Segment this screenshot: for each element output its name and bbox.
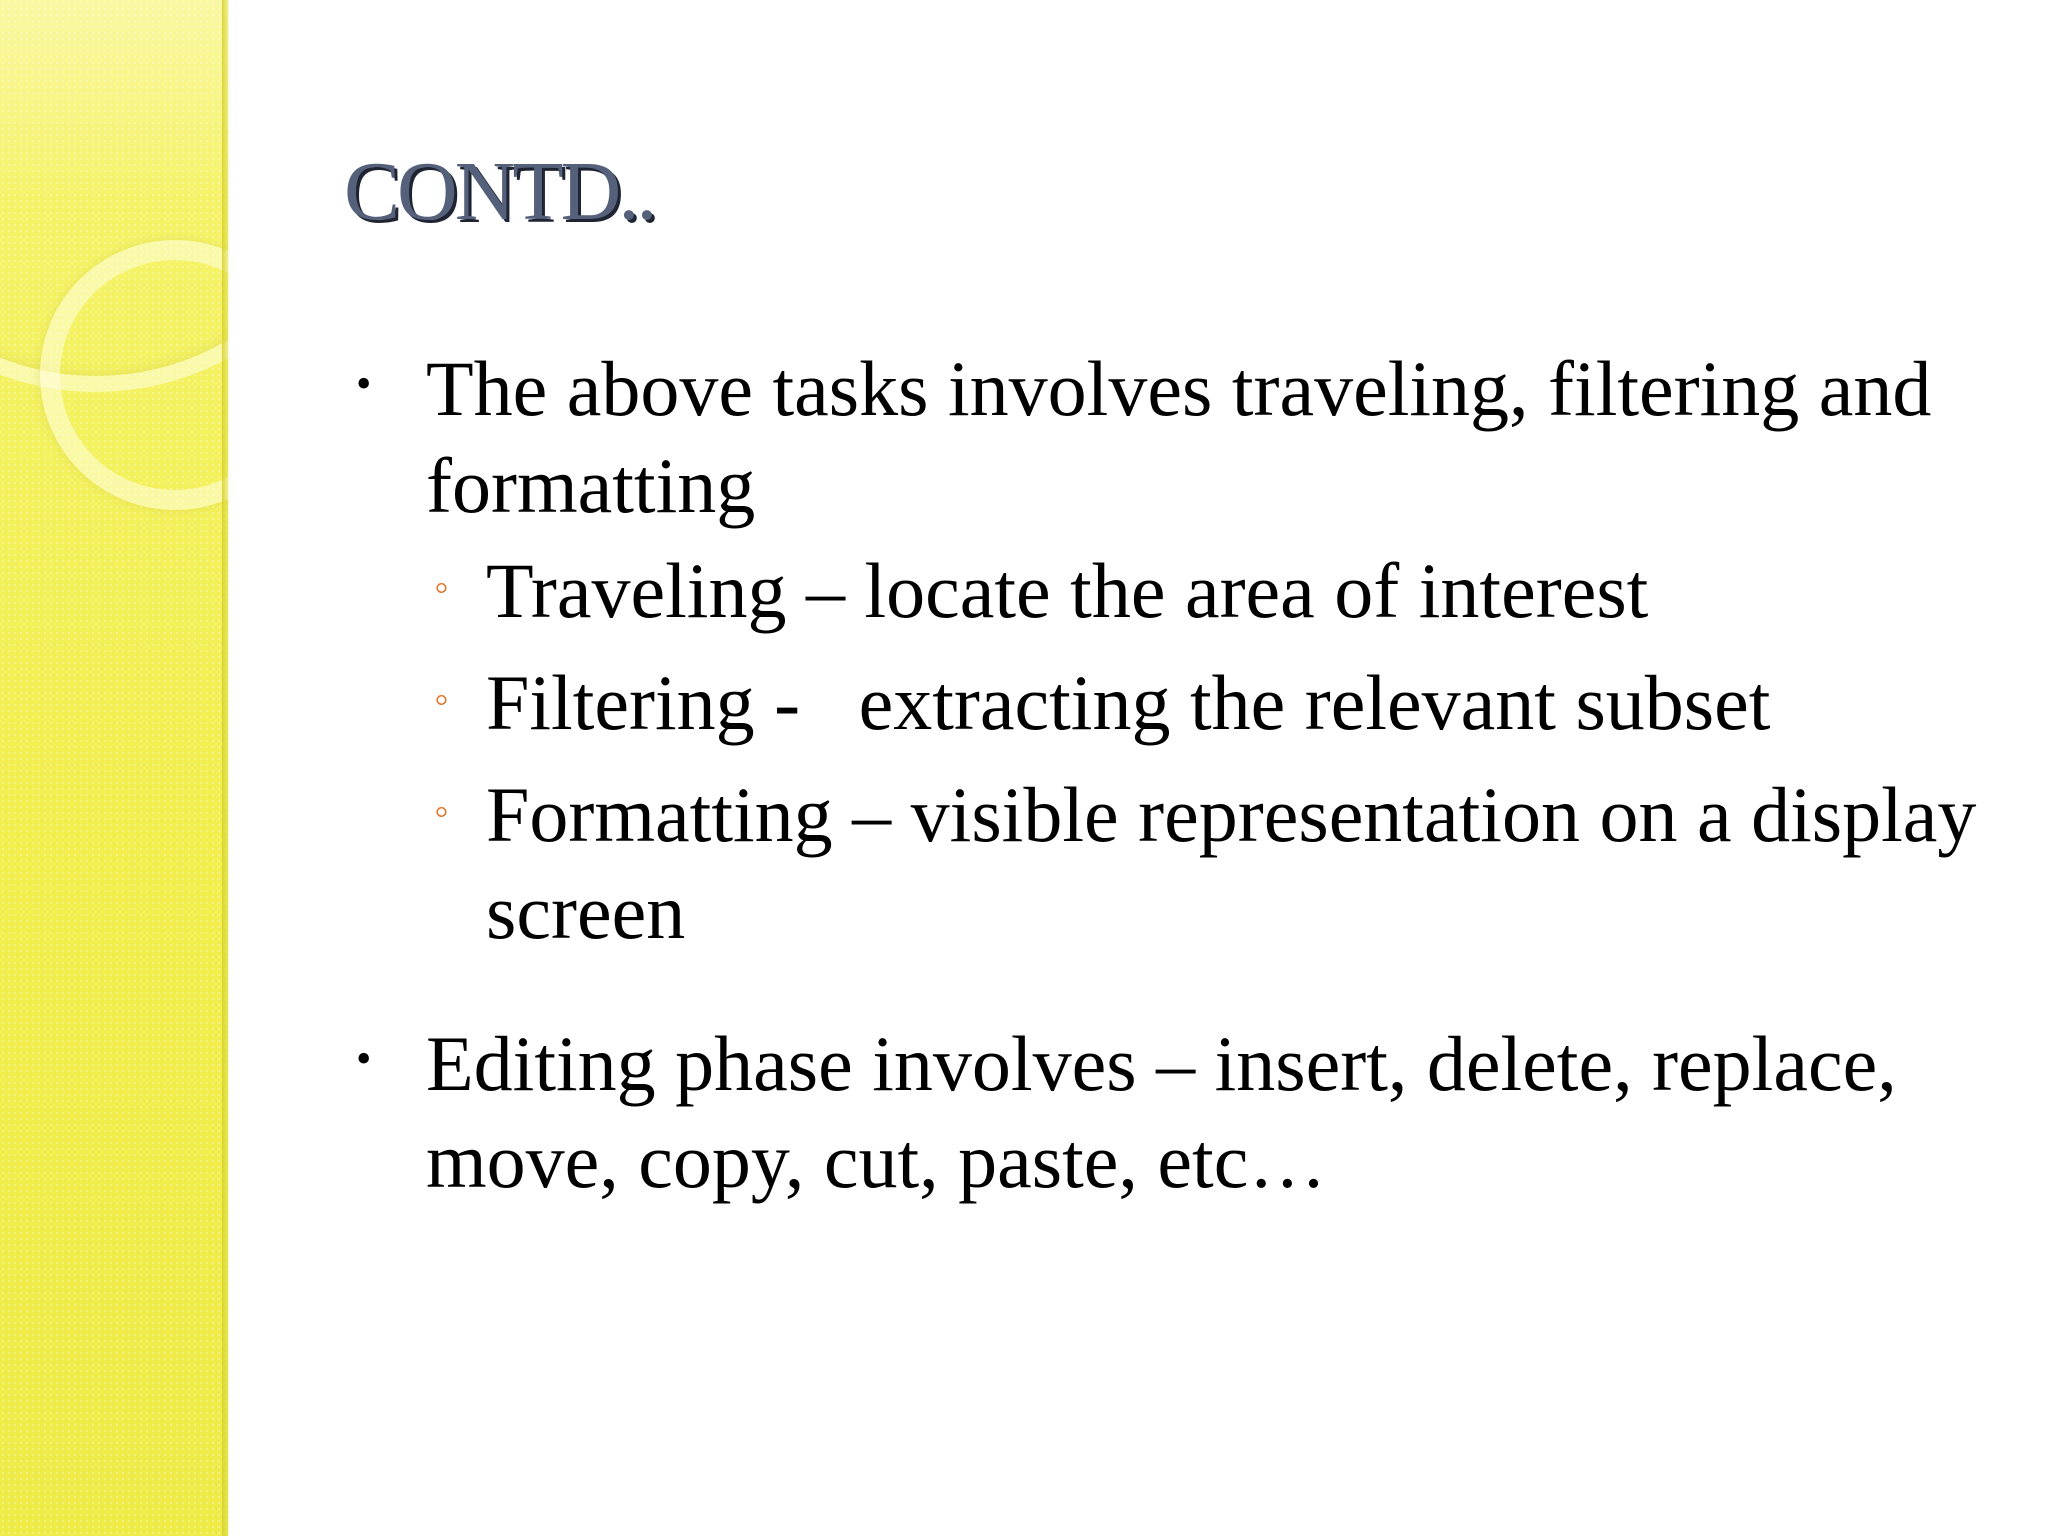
slide-body [356,340,2006,1209]
decorative-side-panel [0,0,228,1536]
bullet-item-2 [356,1015,2006,1209]
sub-bullet-text: Formatting – visible representation on a display screen [486,771,1977,955]
sub-bullet-text: Traveling – locate the area of interest [486,547,1649,634]
sub-bullet-text: Filtering - extracting the relevant subset [486,659,1771,746]
bullet-marker: • [356,359,372,408]
sub-bullet-traveling [356,542,2006,639]
side-panel-edge [222,0,230,1536]
sub-bullet-marker: ◦ [434,789,449,835]
bullet-marker: • [356,1034,372,1083]
sub-bullet-filtering [356,654,2006,751]
sub-bullet-formatting [356,766,2006,960]
sub-bullet-marker: ◦ [434,565,449,611]
bullet-text: The above tasks involves traveling, filtering and formatting [426,345,1932,529]
sub-bullet-marker: ◦ [434,677,449,723]
slide-title: CONTD.. [344,145,655,238]
bullet-text: Editing phase involves – insert, delete, replace, move, copy, cut, paste, etc… [426,1020,1897,1204]
sub-bullet-list [356,542,2006,960]
bullet-item-1 [356,340,2006,534]
